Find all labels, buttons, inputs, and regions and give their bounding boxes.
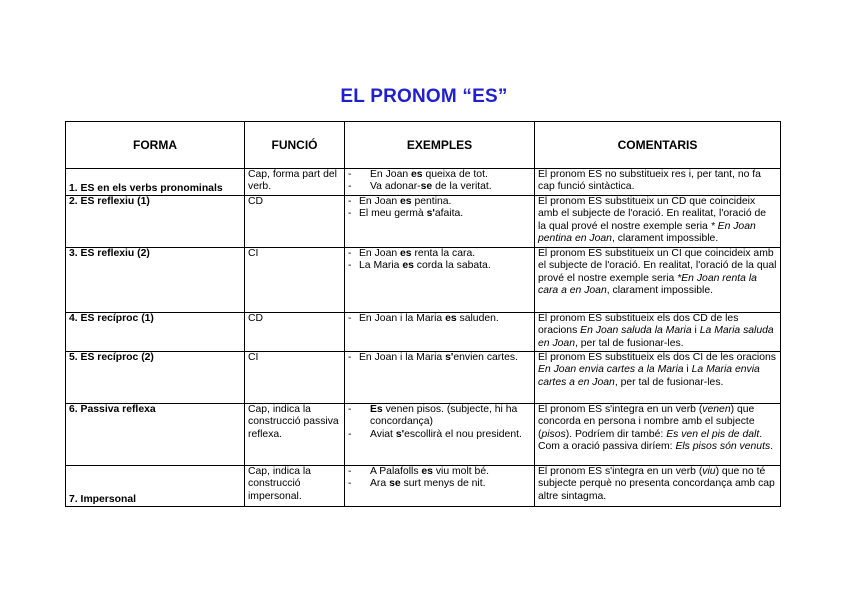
header-funcio: FUNCIÓ xyxy=(245,122,345,169)
comment-segment: El pronom ES s'integra en un verb ( xyxy=(538,404,703,415)
comment-segment: i xyxy=(683,364,692,376)
example-text xyxy=(359,352,531,364)
example-pre: Aviat xyxy=(370,428,396,440)
example-pronoun: es xyxy=(411,169,423,180)
example-pronoun: Es xyxy=(370,404,383,415)
example-pre: Va adonar- xyxy=(370,181,421,193)
comment-segment: El pronom ES substitueix un CI que coincideix amb el subjecte de l'oració. En realitat, l'oració de la qual prové el nostre exemple seria xyxy=(538,248,777,284)
example-pre: En Joan i la Maria xyxy=(359,352,446,363)
table-row xyxy=(66,466,781,507)
comentaris-cell xyxy=(535,196,781,248)
comentaris-cell xyxy=(535,313,781,352)
example-pronoun: se xyxy=(389,478,401,490)
example-pre: En Joan i la Maria xyxy=(359,313,446,324)
comment-segment: * En Joan pentina en Joan xyxy=(538,220,756,245)
exemples-cell xyxy=(345,352,535,404)
funcio-cell: Cap, indica la construcció passiva reflexa. xyxy=(245,404,345,466)
example-dash: - xyxy=(348,478,352,490)
example-line xyxy=(348,260,531,272)
example-line xyxy=(348,196,531,208)
forma-cell: 4. ES recíproc (1) xyxy=(66,313,245,352)
forma-cell: 1. ES en els verbs pronominals xyxy=(66,169,245,196)
forma-cell: 6. Passiva reflexa xyxy=(66,404,245,466)
example-post: pentina. xyxy=(411,196,452,207)
exemples-cell xyxy=(345,169,535,196)
example-pre: A Palafolls xyxy=(370,466,422,477)
example-text xyxy=(370,169,531,181)
comment-segment: , per tal de fusionar-les. xyxy=(614,376,724,388)
comment-segment: . xyxy=(770,441,774,453)
comment-segment: venen xyxy=(702,404,731,415)
comment-segment: pisos xyxy=(541,428,566,440)
example-dash: - xyxy=(348,313,352,324)
example-line xyxy=(348,313,531,325)
header-exemples: EXEMPLES xyxy=(345,122,535,169)
example-pronoun: s' xyxy=(395,428,405,440)
example-dash: - xyxy=(348,169,352,180)
comentaris-cell xyxy=(535,169,781,196)
funcio-cell: CD xyxy=(245,313,345,352)
exemples-cell xyxy=(345,248,535,313)
example-pre: La Maria xyxy=(359,260,403,272)
example-pre: En Joan xyxy=(359,248,401,259)
example-post: afaita. xyxy=(434,208,464,220)
example-post: escollirà el nou president. xyxy=(404,428,522,440)
comment-segment: i xyxy=(691,325,700,337)
forma-cell: 7. Impersonal xyxy=(66,466,245,507)
comment-segment: Els pisos són venuts xyxy=(675,441,771,453)
example-text xyxy=(359,260,531,272)
forma-cell: 5. ES recíproc (2) xyxy=(66,352,245,404)
comment-segment: viu xyxy=(702,466,716,477)
comentaris-cell xyxy=(535,248,781,313)
example-pre: En Joan xyxy=(359,196,401,207)
funcio-cell: CI xyxy=(245,248,345,313)
header-row xyxy=(66,122,781,169)
example-dash: - xyxy=(348,428,352,440)
example-dash: - xyxy=(348,260,352,272)
example-post: queixa de tot. xyxy=(422,169,488,180)
comentaris-cell xyxy=(535,352,781,404)
funcio-cell: Cap, indica la construcció impersonal. xyxy=(245,466,345,507)
example-post: saluden. xyxy=(456,313,499,324)
example-dash: - xyxy=(348,404,352,415)
example-dash: - xyxy=(348,466,352,477)
header-forma: FORMA xyxy=(66,122,245,169)
pronoun-table xyxy=(65,121,781,507)
example-line xyxy=(348,478,531,490)
example-line xyxy=(348,181,531,193)
comment-segment: , per tal de fusionar-les. xyxy=(574,337,684,349)
comment-segment: El pronom ES s'integra en un verb ( xyxy=(538,466,703,477)
example-post: surt menys de nit. xyxy=(400,478,486,490)
example-pronoun: se xyxy=(420,181,433,193)
funcio-cell: CI xyxy=(245,352,345,404)
example-post: envien cartes. xyxy=(453,352,519,363)
header-comentaris: COMENTARIS xyxy=(535,122,781,169)
comment-segment: En Joan saluda la Maria xyxy=(580,325,692,337)
example-pre: Ara xyxy=(370,478,390,490)
forma-cell: 3. ES reflexiu (2) xyxy=(66,248,245,313)
example-pronoun: s' xyxy=(445,352,454,363)
example-post: venen pisos. (subjecte, hi ha concordança) xyxy=(370,404,518,428)
comment-segment: El pronom ES no substitueix res i, per tant, no fa cap funció sintàctica. xyxy=(538,169,761,193)
example-pronoun: es xyxy=(402,260,414,272)
example-text xyxy=(359,208,531,220)
comment-segment: El pronom ES substitueix els dos CD de les oracions xyxy=(538,313,739,337)
example-line xyxy=(348,248,531,260)
example-dash: - xyxy=(348,208,352,220)
example-line xyxy=(348,169,531,181)
comment-segment: *En Joan renta la cara a en Joan xyxy=(538,272,757,297)
example-line xyxy=(348,404,531,429)
example-pronoun: s' xyxy=(426,208,435,220)
comentaris-cell xyxy=(535,404,781,466)
exemples-cell xyxy=(345,466,535,507)
example-pronoun: es xyxy=(400,248,412,259)
example-line xyxy=(348,429,531,441)
comment-segment: El pronom ES substitueix un CD que coincideix amb el subjecte de l'oració. En realitat, l'oració de la qual prové el nostre exemple seria xyxy=(538,196,767,232)
table-row xyxy=(66,196,781,248)
example-line xyxy=(348,208,531,220)
exemples-cell xyxy=(345,196,535,248)
example-dash: - xyxy=(348,196,352,207)
table-row xyxy=(66,404,781,466)
example-post: renta la cara. xyxy=(411,248,476,259)
forma-cell: 2. ES reflexiu (1) xyxy=(66,196,245,248)
table-row xyxy=(66,248,781,313)
example-pronoun: es xyxy=(445,313,457,324)
comment-segment: . Com a oració passiva diríem: xyxy=(538,428,763,453)
comment-segment: El pronom ES substitueix els dos CI de les oracions xyxy=(538,352,776,363)
table-row xyxy=(66,352,781,404)
example-text xyxy=(370,429,531,441)
example-text xyxy=(370,466,531,478)
comment-segment: , clarament impossible. xyxy=(606,285,714,297)
exemples-cell xyxy=(345,404,535,466)
example-post: de la veritat. xyxy=(432,181,492,193)
example-pre: En Joan xyxy=(370,169,412,180)
example-post: corda la sabata. xyxy=(413,260,491,272)
comentaris-cell xyxy=(535,466,781,507)
comment-segment: , clarament impossible. xyxy=(611,233,719,245)
example-line xyxy=(348,352,531,364)
example-post: viu molt bé. xyxy=(432,466,489,477)
example-text xyxy=(370,478,531,490)
table-row xyxy=(66,169,781,196)
funcio-cell: CD xyxy=(245,196,345,248)
example-pronoun: es xyxy=(400,196,412,207)
example-line xyxy=(348,466,531,478)
table-row xyxy=(66,313,781,352)
comment-segment: La Maria envia cartes a en Joan xyxy=(538,364,760,388)
example-pre: El meu germà xyxy=(359,208,427,220)
example-dash: - xyxy=(348,181,352,193)
comment-segment: En Joan envia cartes a la Maria xyxy=(538,364,684,376)
comment-segment: Es ven el pis de dalt xyxy=(666,428,760,440)
example-dash: - xyxy=(348,248,352,259)
example-text xyxy=(359,248,531,260)
comment-segment: ) que no té subjecte perquè no presenta concordança amb cap altre sintagma. xyxy=(538,466,775,502)
example-text xyxy=(370,181,531,193)
example-text xyxy=(359,196,531,208)
comment-segment: La Maria saluda en Joan xyxy=(538,325,774,349)
funcio-cell: Cap, forma part del verb. xyxy=(245,169,345,196)
example-text xyxy=(370,404,531,429)
example-pronoun: es xyxy=(421,466,433,477)
comment-segment: ). Podríem dir també: xyxy=(565,428,667,440)
example-text xyxy=(359,313,531,325)
comment-segment: ) que concorda en persona i nombre amb el subjecte ( xyxy=(538,404,755,440)
example-dash: - xyxy=(348,352,352,363)
exemples-cell xyxy=(345,313,535,352)
page-title: EL PRONOM “ES” xyxy=(340,86,508,107)
